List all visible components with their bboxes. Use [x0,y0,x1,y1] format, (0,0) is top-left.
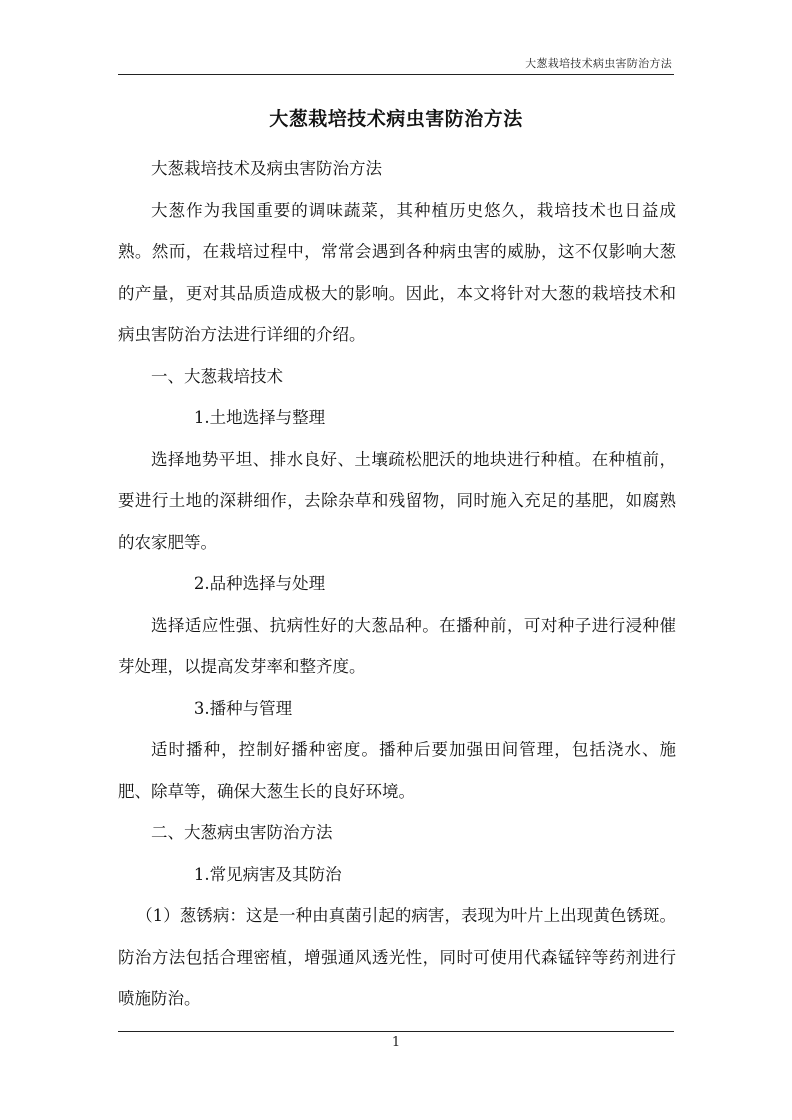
rust-disease-paragraph: （1）葱锈病：这是一种由真菌引起的病害，表现为叶片上出现黄色锈斑。防治方法包括合理密植，增强通风透光性，同时可使用代森锰锌等药剂进行喷施防治。 [118,906,676,1008]
document-title: 大葱栽培技术病虫害防治方法 [269,108,523,130]
subheading-land-selection: 1.土地选择与整理 [193,408,326,427]
variety-selection-paragraph: 选择适应性强、抗病性好的大葱品种。在播种前，可对种子进行浸种催芽处理，以提高发芽率和整齐度。 [118,615,676,676]
footer-rule [118,1031,674,1032]
subheading-common-diseases: 1.常见病害及其防治 [193,864,342,884]
section-heading-pest-control: 二、大葱病虫害防治方法 [151,823,333,842]
land-selection-paragraph: 选择地势平坦、排水良好、土壤疏松肥沃的地块进行种植。在种植前，要进行土地的深耕细作，去除杂草和残留物，同时施入充足的基肥，如腐熟的农家肥等。 [118,449,676,552]
section-heading-cultivation: 一、大葱栽培技术 [151,366,283,386]
running-header: 大葱栽培技术病虫害防治方法 [525,57,672,70]
subheading-sowing: 3.播种与管理 [193,698,293,718]
intro-paragraph: 大葱作为我国重要的调味蔬菜，其种植历史悠久，栽培技术也日益成熟。然而，在栽培过程中，常常会遇到各种病虫害的威胁，这不仅影响大葱的产量，更对其品质造成极大的影响。因此，本文将针对大葱的栽培技术和病虫害防治方法进行详细的介绍。 [118,200,676,344]
subtitle-paragraph: 大葱栽培技术及病虫害防治方法 [151,159,382,178]
subheading-variety-selection: 2.品种选择与处理 [193,574,326,593]
sowing-paragraph: 适时播种，控制好播种密度。播种后要加强田间管理，包括浇水、施肥、除草等，确保大葱生长的良好环境。 [118,740,676,801]
header-rule [118,74,674,75]
page-number: 1 [391,1035,401,1050]
document-body [118,148,676,1020]
